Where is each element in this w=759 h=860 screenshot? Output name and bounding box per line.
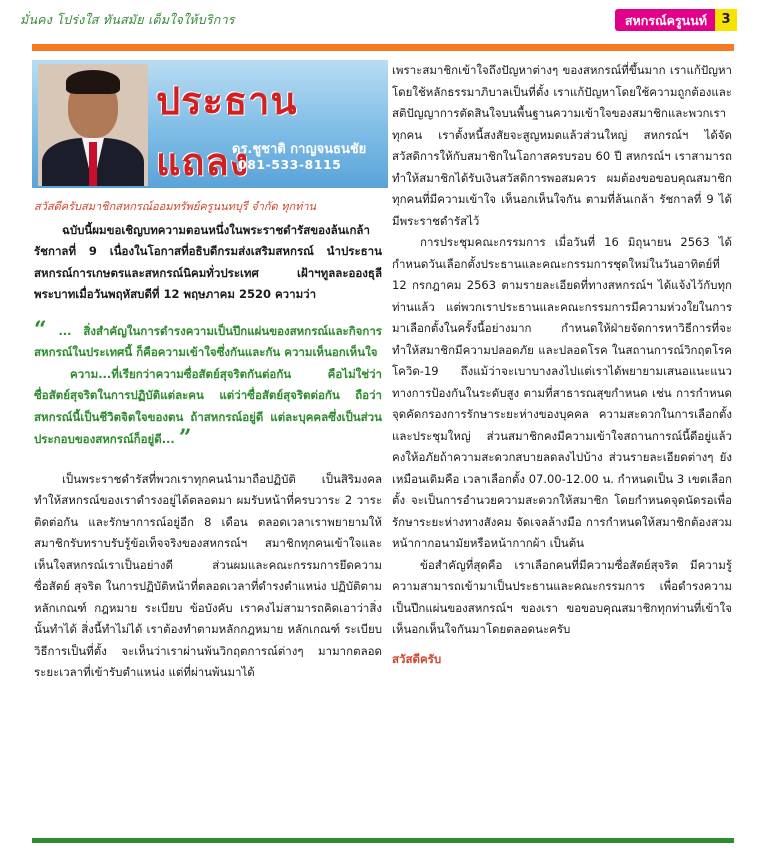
- header-brand: สหกรณ์ครูนนท์: [615, 9, 737, 31]
- close-quote-icon: ”: [178, 425, 192, 451]
- body-paragraph-3: ข้อสำคัญที่สุดคือ เราเลือกคนที่มีความซื่อสัตย์สุจริต มีความรู้ความสามารถเข้ามาเป็นประธานและคณะกรรมการ เพื่อดำรงความเป็นปึกแผ่นของสหกรณ์ฯ ของเรา ขอขอบคุณสมาชิกทุกท่านที่เข้าใจ เห็นอกเห็นใจกันมาโดยตลอดนะครับ: [392, 557, 732, 636]
- intro-paragraph: ฉบับนี้ผมขอเชิญบทความตอนหนึ่งในพระราชดำรัสของล้นเกล้ารัชกาลที่ 9 เนื่องในโอกาสที่อธิบดีกรมส่งเสริมสหกรณ์ นำประธานสหกรณ์การเกษตรและสหกรณ์นิคมทั่วประเทศ เฝ้าฯทูลละอองธุลีพระบาทเมื่อวันพฤหัสบดีที่ 12 พฤษภาคม 2520 ความว่า: [34, 222, 382, 301]
- body-paragraph-2: การประชุมคณะกรรมการ เมื่อวันที่ 16 มิถุนายน 2563 ได้กำหนดวันเลือกตั้งประธานและคณะกรรมการชุดใหม่ในวันอาทิตย์ที่ 12 กรกฎาคม 2563 ตามรายละเอียดที่ทางสหกรณ์ฯ ได้แจ้งไว้กับทุกท่านแล้ว แต่พวกเราประธานและคณะกรรมการมีความห่วงใยในการมาเลือกตั้งในครั้งนี้อย่างมาก กำหนดให้ฝ่ายจัดการหาวิธีการที่จะทำให้สมาชิกมีความปลอดภัย และปลอดโรค ในสถานการณ์วิกฤตโรคโควิด-19 ถึงแม้ว่าจะเบาบางลงไปแต่เราได้พยายามเสนอแนะแนวทางการป้องกันในระดับสูง ตามที่สาธารณสุขกำหนด เช่น การกำหนดจุดคัดกรองการรักษาระยะห่างของบุคคล ความสะดวกในการเลือกตั้งและประชุมใหญ่ ส่วนสมาชิกคงมีความเข้าใจสถานการณ์นี้ดีอยู่แล้ว คงให้อภัยถ้าความสะดวกสบายลดลงไปบ้าง ส่วนรายละเอียดต่างๆ ยังเหมือนเดิมคือ เวลาเลือกตั้ง 07.00-12.00 น. กำหนดเป็น 3 เขตเลือกตั้ง จะเป็นการอำนวยความสะดวกให้สมาชิก โดยกำหนดจุดนัดรอเพื่อรักษาระยะห่างทางสังคม จัดเจลล้างมือ การกำหนดให้สมาชิกต้องสวมหน้ากากอนามัยหรือหน้ากากผ้า เป็นต้น: [392, 235, 732, 550]
- author-phone: 081-533-8115: [238, 157, 342, 172]
- author-name: ดร.ชูชาติ กาญจนธนชัย: [232, 142, 367, 157]
- page-number: 3: [715, 9, 737, 31]
- article-title: ประธานแถลง: [156, 78, 298, 184]
- top-divider: [32, 44, 734, 51]
- royal-quote: [34, 316, 382, 451]
- left-column: [34, 196, 382, 684]
- header-slogan: มั่นคง โปร่งใส ทันสมัย เต็มใจให้บริการ: [20, 12, 235, 27]
- greeting: สวัสดีครับสมาชิกสหกรณ์ออมทรัพย์ครูนนทบุรี จำกัด ทุกท่าน: [34, 200, 317, 213]
- right-column: [392, 60, 732, 670]
- body-paragraph-1: เพราะสมาชิกเข้าใจถึงปัญหาต่างๆ ของสหกรณ์ที่ขึ้นมาก เราแก้ปัญหาโดยใช้หลักธรรมาภิบาลเป็นที่ตั้ง เราแก้ปัญหาโดยใช้ความถูกต้องและสติปัญญาการตัดสินใจบนพื้นฐานความเข้าใจของสมาชิกและพวกเราทุกคน เราตั้งหนี้สงสัยจะสูญหมดแล้วส่วนใหญ่ สหกรณ์ฯ ได้จัดสวัสดิการให้กับสมาชิกในโอกาสครบรอบ 60 ปี สหกรณ์ฯ เราสามารถทำให้สมาชิกได้รับเงินสวัสดิการพอสมควร ผมต้องขอขอบคุณสมาชิกทุกคนที่มีความเข้าใจ เห็นอกเห็นใจกัน ตามที่ล้นเกล้า รัชกาลที่ 9 ได้มีพระราชดำรัสไว้: [392, 63, 732, 228]
- body-paragraph: เป็นพระราชดำรัสที่พวกเราทุกคนนำมาถือปฏิบัติ เป็นสิริมงคลทำให้สหกรณ์ของเราดำรงอยู่ได้ตลอดมา ผมรับหน้าที่ครบวาระ 2 วาระ ติดต่อกัน และรักษาการณ์อยู่อีก 8 เดือน ตลอดเวลาเราพยายามให้สมาชิกรับทราบรับรู้ข้อเท็จจริงของสหกรณ์ฯ สมาชิกทุกคนเข้าใจและเห็นใจสหกรณ์เราเป็นอย่างดี ส่วนผมและคณะกรรมการยึดความซื่อสัตย์ สุจริต ในการปฏิบัติหน้าที่ตลอดเวลาที่ดำรงตำแหน่ง ปฏิบัติตามหลักเกณฑ์ กฎหมาย ระเบียบ ข้อบังคับ เราคงไม่สามารถคิดเอาว่าสิ่งนั้นทำได้ สิ่งนี้ทำไม่ได้ เราต้องทำตามหลักกฎหมาย หลักเกณฑ์ ระเบียบวิธีการเป็นที่ตั้ง จะเห็นว่าเราผ่านพ้นวิกฤตการณ์ต่างๆ มามากตลอดระยะเวลาที่เข้ารับตำแหน่ง แต่ที่ผ่านพ้นมาได้: [34, 471, 382, 679]
- closing-signoff: สวัสดีครับ: [392, 651, 442, 666]
- quote-paragraph-1: ... สิ่งสำคัญในการดำรงความเป็นปึกแผ่นของสหกรณ์และกิจการสหกรณ์ในประเทศนี้ ก็คือความเข้าใจซึ่งกันและกัน ความเห็นอกเห็นใจ: [34, 323, 382, 359]
- article-banner: [32, 60, 388, 188]
- author-photo: [38, 64, 148, 186]
- open-quote-icon: “: [34, 316, 47, 343]
- quote-paragraph-2: ความ...ที่เรียกว่าความซื่อสัตย์สุจริตกันต่อกัน คือไม่ใช่ว่าซื่อสัตย์สุจริตในการปฏิบัติแต่ละคน แต่ว่าซื่อสัตย์สุจริตต่อกัน ถือว่าสหกรณ์นี้เป็นชีวิตจิตใจของตน ถ้าสหกรณ์อยู่ดี แต่ละบุคคลซึ่งเป็นส่วนประกอบของสหกรณ์ก็อยู่ดี...: [34, 366, 382, 446]
- bottom-divider: [32, 838, 734, 843]
- page-header: [0, 0, 759, 40]
